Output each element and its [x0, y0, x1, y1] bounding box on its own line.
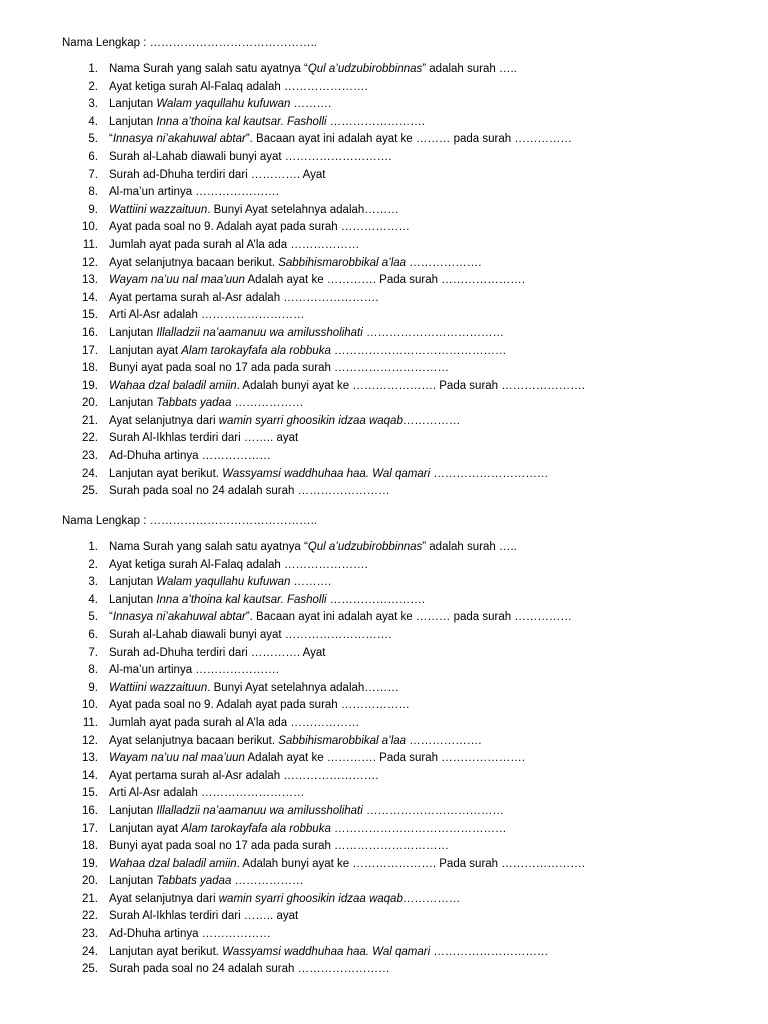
question-text-segment: Ayat ketiga surah Al-Falaq adalah …………………. [109, 558, 368, 571]
question-text-segment: Lanjutan ayat [109, 344, 182, 357]
question-text-segment: Lanjutan [109, 115, 157, 128]
question-text-segment: ………………………… [430, 467, 549, 480]
question-text-segment: Lanjutan ayat berikut. [109, 467, 223, 480]
question-text-segment: Ayat pada soal no 9. Adalah ayat pada surah ……………… [109, 221, 410, 234]
question-item [0, 873, 768, 891]
name-field-label: Nama Lengkap : …………………………………….. [62, 37, 317, 49]
question-number: 3. [88, 576, 98, 589]
question-item [0, 202, 768, 220]
question-number: 10. [82, 699, 98, 712]
question-item [0, 466, 768, 484]
question-number: 12. [82, 256, 98, 269]
question-item [0, 733, 768, 751]
question-text-segment: …………… [402, 414, 461, 427]
question-text [109, 430, 298, 448]
question-item [0, 219, 768, 237]
question-text [109, 645, 325, 663]
question-text [109, 680, 399, 698]
question-text-segment: Surah ad-Dhuha terdiri dari …………. Ayat [109, 168, 326, 181]
question-text [109, 539, 517, 557]
question-text-segment: ……………………………………… [330, 344, 507, 357]
question-text-segment: ……………………………………… [330, 822, 507, 835]
question-item [0, 574, 768, 592]
question-text-segment: “ [109, 133, 113, 146]
question-number: 23. [82, 450, 98, 463]
question-text-segment: Ayat selanjutnya dari [109, 892, 219, 905]
question-text [109, 61, 517, 79]
question-text-segment: Jumlah ayat pada surah al A’la ada ……………… [109, 716, 360, 729]
question-number: 11. [82, 716, 98, 729]
question-text [109, 821, 507, 839]
question-item [0, 149, 768, 167]
question-text [109, 961, 390, 979]
question-text-segment: Lanjutan [109, 576, 157, 589]
question-text [109, 768, 379, 786]
question-item [0, 697, 768, 715]
question-text-segment: ………………. [406, 256, 482, 269]
question-text [109, 627, 392, 645]
question-item [0, 680, 768, 698]
question-number: 19. [82, 379, 98, 392]
question-item [0, 167, 768, 185]
question-text-segment: Ayat selanjutnya bacaan berikut. [109, 256, 279, 269]
question-item [0, 184, 768, 202]
question-text-italic: Sabbihismarobbikal a’laa [278, 734, 407, 747]
question-number: 20. [82, 875, 98, 888]
question-text-italic: Innasya ni’akahuwal abtar [112, 133, 246, 146]
question-text [109, 184, 279, 202]
question-text [109, 926, 271, 944]
question-text [109, 466, 548, 484]
question-text-segment: “ [109, 611, 113, 624]
question-text-italic: Wattiini wazzaituun [109, 203, 208, 216]
question-number: 6. [88, 150, 98, 163]
question-number: 22. [82, 910, 98, 923]
question-number: 2. [88, 80, 98, 93]
question-text-italic: Wahaa dzal baladil amiin [109, 857, 237, 870]
question-text-italic: Walam yaqullahu kufuwan [156, 576, 291, 589]
question-text-segment: ……………… [231, 397, 304, 410]
question-text [109, 873, 304, 891]
question-text-italic: Wayam na’uu nal maa’uun [109, 274, 245, 287]
question-number: 5. [88, 611, 98, 624]
question-text-segment: Jumlah ayat pada surah al A’la ada ……………… [109, 238, 360, 251]
question-text-segment: Ayat pertama surah al-Asr adalah ……………………. [109, 769, 379, 782]
question-text [109, 557, 368, 575]
question-text-segment: Lanjutan [109, 326, 157, 339]
question-number: 4. [88, 593, 98, 606]
question-number: 15. [82, 787, 98, 800]
question-text-segment: Lanjutan ayat [109, 822, 182, 835]
question-item [0, 255, 768, 273]
question-item [0, 926, 768, 944]
question-text [109, 219, 410, 237]
question-text-segment: Ad-Dhuha artinya ……………… [109, 450, 271, 463]
question-text-segment: Lanjutan ayat berikut. [109, 945, 223, 958]
question-text-segment: Surah al-Lahab diawali bunyi ayat ………………………. [109, 628, 392, 641]
question-item [0, 908, 768, 926]
question-number: 18. [82, 840, 98, 853]
question-text-segment: Adalah ayat ke …………. Pada surah …………………. [244, 274, 525, 287]
question-number: 15. [82, 309, 98, 322]
question-text-italic: Illalladzii na’aamanuu wa amilussholihati [156, 326, 363, 339]
question-item [0, 96, 768, 114]
question-text [109, 202, 399, 220]
question-number: 1. [88, 63, 98, 75]
question-number: 3. [88, 98, 98, 111]
question-text-segment: . Adalah bunyi ayat ke …………………. Pada surah …………………. [236, 379, 585, 392]
question-text [109, 838, 449, 856]
question-number: 11. [82, 238, 98, 251]
question-text-segment: …………… [402, 892, 461, 905]
question-text-italic: Alam tarokayfafa ala robbuka [181, 344, 331, 357]
question-number: 8. [88, 186, 98, 199]
question-text-segment: Bunyi ayat pada soal no 17 ada pada surah ………………………… [109, 840, 450, 853]
question-item [0, 448, 768, 466]
question-item [0, 715, 768, 733]
question-text-segment: Lanjutan [109, 98, 157, 111]
question-item [0, 131, 768, 149]
question-text [109, 803, 504, 821]
question-item [0, 430, 768, 448]
question-item [0, 272, 768, 290]
question-text [109, 574, 331, 592]
question-text-segment: Surah pada soal no 24 adalah surah …………………… [109, 485, 390, 498]
question-text-segment: ……………… [231, 875, 304, 888]
question-item [0, 645, 768, 663]
name-field-label: Nama Lengkap : …………………………………….. [62, 515, 317, 527]
question-text-segment: ”. Bacaan ayat ini adalah ayat ke ……… pada surah …………… [245, 611, 572, 624]
question-text [109, 908, 298, 926]
question-text [109, 592, 425, 610]
question-text-segment: ……………………………… [362, 326, 505, 339]
question-text [109, 79, 368, 97]
question-text [109, 483, 390, 501]
question-text-segment: Ad-Dhuha artinya ……………… [109, 928, 271, 941]
question-text-italic: wamin syarri ghoosikin idzaa waqab [218, 414, 403, 427]
question-text-segment: . Bunyi Ayat setelahnya adalah……… [207, 681, 399, 694]
question-item [0, 662, 768, 680]
question-text-segment: ……………………. [326, 593, 425, 606]
question-item [0, 821, 768, 839]
question-text-segment: Arti Al-Asr adalah ……………………… [109, 309, 305, 322]
question-text [109, 609, 572, 627]
question-number: 17. [82, 822, 98, 835]
question-number: 9. [88, 681, 98, 694]
question-text-segment: Lanjutan [109, 593, 157, 606]
question-number: 22. [82, 432, 98, 445]
question-text-italic: Wattiini wazzaituun [109, 681, 208, 694]
question-text-segment: Nama Surah yang salah satu ayatnya “ [109, 63, 308, 75]
question-number: 17. [82, 344, 98, 357]
question-text [109, 856, 585, 874]
question-number: 14. [82, 769, 98, 782]
question-text [109, 272, 525, 290]
question-item [0, 891, 768, 909]
question-number: 24. [82, 467, 98, 480]
question-number: 13. [82, 274, 98, 287]
question-text-segment: Al-ma’un artinya …………………. [109, 664, 279, 677]
question-text [109, 395, 304, 413]
question-number: 25. [82, 485, 98, 498]
question-text-segment: Arti Al-Asr adalah ……………………… [109, 787, 305, 800]
question-item [0, 539, 768, 557]
question-text-segment: Adalah ayat ke …………. Pada surah …………………. [244, 752, 525, 765]
question-text [109, 325, 504, 343]
question-number: 18. [82, 362, 98, 375]
question-text [109, 733, 481, 751]
question-text [109, 662, 279, 680]
question-text [109, 131, 572, 149]
question-text [109, 167, 325, 185]
question-text-italic: Tabbats yadaa [156, 875, 232, 888]
question-text [109, 307, 305, 325]
question-text-segment: ………………. [406, 734, 482, 747]
question-text-italic: Tabbats yadaa [156, 397, 232, 410]
question-text-segment: Surah pada soal no 24 adalah surah …………………… [109, 963, 390, 976]
question-text-italic: Inna a’thoina kal kautsar. Fasholli [156, 593, 327, 606]
question-number: 8. [88, 664, 98, 677]
question-text [109, 944, 548, 962]
question-number: 19. [82, 857, 98, 870]
question-item [0, 803, 768, 821]
question-text-segment: Surah Al-Ikhlas terdiri dari …….. ayat [109, 910, 299, 923]
question-text [109, 96, 331, 114]
question-text-segment: Surah Al-Ikhlas terdiri dari …….. ayat [109, 432, 299, 445]
question-item [0, 325, 768, 343]
question-text [109, 448, 271, 466]
question-number: 14. [82, 291, 98, 304]
question-item [0, 114, 768, 132]
question-text-segment: Lanjutan [109, 875, 157, 888]
question-text-segment: ” adalah surah ….. [422, 541, 517, 553]
question-text-segment: ”. Bacaan ayat ini adalah ayat ke ……… pada surah …………… [245, 133, 572, 146]
question-number: 20. [82, 397, 98, 410]
question-text-segment: ” adalah surah ….. [422, 63, 517, 75]
question-item [0, 750, 768, 768]
question-item [0, 785, 768, 803]
question-text-italic: Walam yaqullahu kufuwan [156, 98, 291, 111]
question-text-italic: Inna a’thoina kal kautsar. Fasholli [156, 115, 327, 128]
question-text-segment: Al-ma’un artinya …………………. [109, 186, 279, 199]
question-text-segment: Lanjutan [109, 804, 157, 817]
question-text-italic: Sabbihismarobbikal a’laa [278, 256, 407, 269]
question-number: 23. [82, 928, 98, 941]
question-text [109, 891, 460, 909]
question-text-segment: Surah ad-Dhuha terdiri dari …………. Ayat [109, 646, 326, 659]
question-number: 5. [88, 133, 98, 146]
question-text-italic: Alam tarokayfafa ala robbuka [181, 822, 331, 835]
question-number: 9. [88, 203, 98, 216]
question-text [109, 114, 425, 132]
question-text [109, 149, 392, 167]
question-number: 7. [88, 646, 98, 659]
question-number: 16. [82, 804, 98, 817]
question-item [0, 378, 768, 396]
question-item [0, 961, 768, 979]
question-item [0, 768, 768, 786]
question-number: 10. [82, 221, 98, 234]
question-text-segment: Nama Surah yang salah satu ayatnya “ [109, 541, 308, 553]
question-item [0, 483, 768, 501]
question-text-italic: wamin syarri ghoosikin idzaa waqab [218, 892, 403, 905]
question-number: 25. [82, 963, 98, 976]
question-text-segment: . Adalah bunyi ayat ke …………………. Pada surah …………………. [236, 857, 585, 870]
question-text-segment: Ayat pada soal no 9. Adalah ayat pada surah ……………… [109, 699, 410, 712]
question-text-segment: ……………………………… [362, 804, 505, 817]
question-item [0, 395, 768, 413]
question-item [0, 627, 768, 645]
question-number: 13. [82, 752, 98, 765]
question-number: 2. [88, 558, 98, 571]
question-item [0, 838, 768, 856]
question-item [0, 944, 768, 962]
question-text-segment: . Bunyi Ayat setelahnya adalah……… [207, 203, 399, 216]
question-list [0, 539, 768, 979]
question-text-segment: ………………………… [430, 945, 549, 958]
question-number: 21. [82, 892, 98, 905]
question-text-italic: Wassyamsi waddhuhaa haa. Wal qamari [222, 945, 431, 958]
question-item [0, 609, 768, 627]
question-text [109, 378, 585, 396]
question-text [109, 413, 460, 431]
question-text-segment: Ayat selanjutnya bacaan berikut. [109, 734, 279, 747]
question-text-segment: Ayat selanjutnya dari [109, 414, 219, 427]
question-item [0, 79, 768, 97]
question-item [0, 413, 768, 431]
question-text-italic: Innasya ni’akahuwal abtar [112, 611, 246, 624]
question-text [109, 715, 359, 733]
question-item [0, 856, 768, 874]
question-text-italic: Wayam na’uu nal maa’uun [109, 752, 245, 765]
question-number: 12. [82, 734, 98, 747]
question-number: 16. [82, 326, 98, 339]
question-item [0, 557, 768, 575]
question-number: 4. [88, 115, 98, 128]
question-number: 21. [82, 414, 98, 427]
question-text-segment: Lanjutan [109, 397, 157, 410]
question-number: 24. [82, 945, 98, 958]
question-text-segment: Bunyi ayat pada soal no 17 ada pada surah ………………………… [109, 362, 450, 375]
question-text-segment: Ayat ketiga surah Al-Falaq adalah …………………. [109, 80, 368, 93]
question-text-segment: ………. [290, 576, 332, 589]
question-text-italic: Wassyamsi waddhuhaa haa. Wal qamari [222, 467, 431, 480]
question-text-segment: Ayat pertama surah al-Asr adalah ……………………. [109, 291, 379, 304]
question-item [0, 290, 768, 308]
question-text-italic: Wahaa dzal baladil amiin [109, 379, 237, 392]
question-item [0, 360, 768, 378]
question-text [109, 360, 449, 378]
question-text-segment: Surah al-Lahab diawali bunyi ayat ………………………. [109, 150, 392, 163]
question-item [0, 61, 768, 79]
question-number: 1. [88, 541, 98, 553]
question-text [109, 785, 305, 803]
question-text [109, 750, 525, 768]
question-text [109, 343, 507, 361]
question-text [109, 290, 379, 308]
question-item [0, 237, 768, 255]
question-text-italic: Illalladzii na’aamanuu wa amilussholihati [156, 804, 363, 817]
question-item [0, 343, 768, 361]
question-number: 7. [88, 168, 98, 181]
question-list [0, 61, 768, 501]
question-text-segment: ………. [290, 98, 332, 111]
question-number: 6. [88, 628, 98, 641]
question-item [0, 592, 768, 610]
question-text-italic: Qul a’udzubirobbinnas [307, 541, 423, 553]
question-text-italic: Qul a’udzubirobbinnas [307, 63, 423, 75]
question-text [109, 697, 410, 715]
question-text [109, 255, 481, 273]
question-text [109, 237, 359, 255]
question-text-segment: ……………………. [326, 115, 425, 128]
question-item [0, 307, 768, 325]
